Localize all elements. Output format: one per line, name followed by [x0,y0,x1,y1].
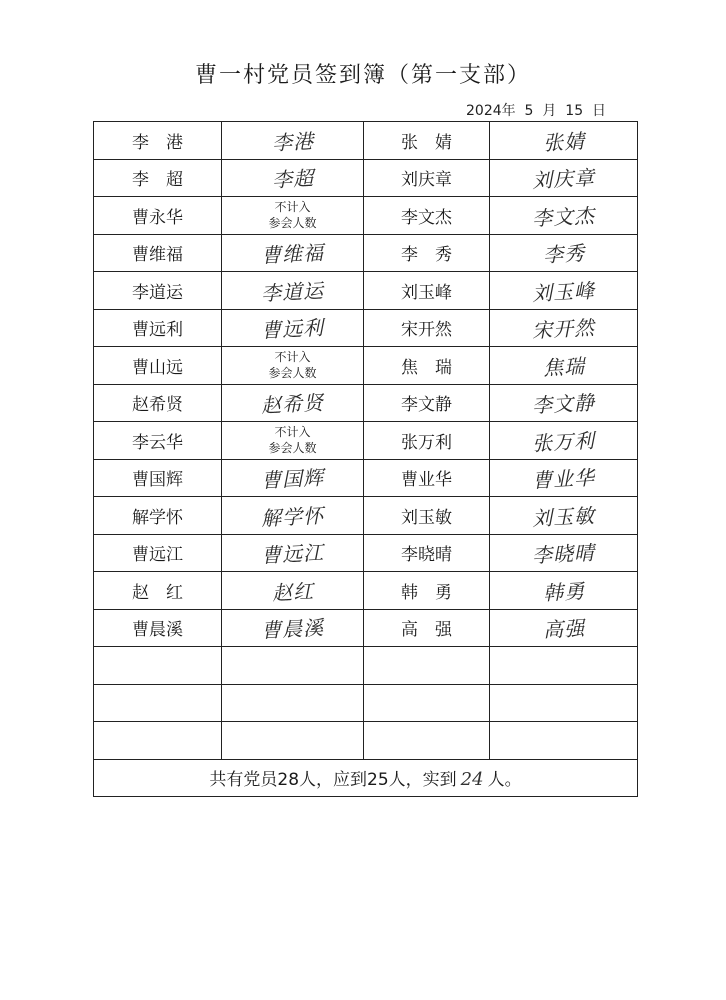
signature-right: 曹业华 [531,465,596,493]
signature-right-cell [490,309,638,347]
signature-right: 李文静 [531,390,596,418]
summary-suffix: 人。 [487,770,522,791]
member-name-right: 李 秀 [401,245,452,266]
signature-right: 刘玉峰 [531,278,596,306]
attendance-note-cell [222,422,364,460]
member-name-left-cell [94,347,222,385]
member-name-right: 张 婧 [401,132,452,153]
member-name-right-cell [364,497,490,535]
signature-right: 李晓晴 [531,540,596,568]
signature-right: 刘玉敏 [531,503,596,531]
signature-left: 赵红 [270,578,315,605]
signature-left: 曹国辉 [260,465,325,493]
summary-cell [94,759,638,797]
signature-right: 李文杰 [531,203,596,231]
signature-left-cell [222,534,364,572]
sign-date [466,100,606,120]
member-name-right: 韩 勇 [401,582,452,603]
signature-right-cell [490,272,638,310]
table-row [94,234,638,272]
member-name-right-cell [364,609,490,647]
member-name-right: 刘玉敏 [401,507,452,528]
signature-right-cell [490,647,638,685]
signature-right-cell [490,684,638,722]
member-name-right-cell [364,309,490,347]
signature-right-cell [490,384,638,422]
table-row [94,684,638,722]
date-month: 5 [524,103,534,119]
signature-left-cell [222,309,364,347]
summary-row [94,759,638,797]
member-name-right: 李晓晴 [401,545,452,566]
member-name-left-cell [94,647,222,685]
signature-right: 张婧 [541,128,586,155]
signature-right: 张万利 [531,428,596,456]
signature-right: 刘庆章 [531,165,596,193]
attendance-note: 不计入 参会人数 [268,425,317,456]
member-name-right: 李文静 [401,395,452,416]
signature-right-cell [490,422,638,460]
member-name-right: 高 强 [401,620,452,641]
signature-left: 曹远利 [260,315,325,343]
sign-in-table [93,121,638,797]
member-name-right-cell [364,684,490,722]
member-name-left-cell [94,534,222,572]
member-name-right: 曹业华 [401,470,452,491]
attendance-note: 不计入 参会人数 [268,200,317,231]
signature-left-cell [222,122,364,160]
member-name-right-cell [364,159,490,197]
summary-prefix: 共有党员28人，应到25人，实到 [209,770,457,791]
signature-left-cell [222,234,364,272]
signature-left: 李道运 [260,278,325,306]
table-row [94,422,638,460]
signature-left: 李超 [270,166,315,193]
member-name-right: 焦 瑞 [401,357,452,378]
signature-left: 曹维福 [260,240,325,268]
signature-left: 曹远江 [260,540,325,568]
signature-left-cell [222,159,364,197]
table-row [94,272,638,310]
member-name-left: 李 港 [132,132,183,153]
signature-left-cell [222,572,364,610]
signature-left: 曹晨溪 [260,615,325,643]
member-name-left-cell [94,309,222,347]
member-name-right-cell [364,234,490,272]
date-year: 2024 [466,103,502,119]
signature-left: 赵希贤 [260,390,325,418]
member-name-left: 李云华 [132,432,183,453]
member-name-left: 赵 红 [132,582,183,603]
member-name-left-cell [94,234,222,272]
signature-right-cell [490,459,638,497]
date-day-unit: 日 [592,103,607,119]
signature-right-cell [490,122,638,160]
member-name-left: 曹远利 [132,320,183,341]
table-row [94,159,638,197]
member-name-right: 张万利 [401,432,452,453]
table-row [94,609,638,647]
member-name-left-cell [94,272,222,310]
signature-left-cell [222,684,364,722]
signature-right-cell [490,722,638,760]
signature-left: 李港 [270,128,315,155]
signature-right-cell [490,159,638,197]
member-name-right-cell [364,422,490,460]
signature-left: 解学怀 [260,503,325,531]
table-row [94,459,638,497]
signature-right: 焦瑞 [541,353,586,380]
signature-left-cell [222,722,364,760]
member-name-left: 李 超 [132,170,183,191]
member-name-left: 曹维福 [132,245,183,266]
table-row [94,309,638,347]
member-name-left: 李道运 [132,282,183,303]
member-name-left-cell [94,572,222,610]
date-month-unit: 月 [542,103,557,119]
signature-left-cell [222,609,364,647]
signature-right: 高强 [541,616,586,643]
table-row [94,722,638,760]
member-name-left-cell [94,684,222,722]
signature-left-cell [222,459,364,497]
member-name-right: 刘庆章 [401,170,452,191]
signature-right-cell [490,197,638,235]
member-name-left: 曹山远 [132,357,183,378]
member-name-left: 曹永华 [132,207,183,228]
member-name-left-cell [94,422,222,460]
attendance-note-cell [222,197,364,235]
attendance-note: 不计入 参会人数 [268,350,317,381]
signature-right-cell [490,534,638,572]
member-name-left-cell [94,609,222,647]
table-row [94,572,638,610]
member-name-right-cell [364,572,490,610]
table-row [94,534,638,572]
member-name-right-cell [364,647,490,685]
signature-right: 宋开然 [531,315,596,343]
member-name-left-cell [94,384,222,422]
signature-right-cell [490,572,638,610]
member-name-left-cell [94,159,222,197]
table-row [94,384,638,422]
signature-left-cell [222,497,364,535]
member-name-right-cell [364,534,490,572]
attendance-note-cell [222,347,364,385]
signature-left-cell [222,384,364,422]
signature-right: 李秀 [541,241,586,268]
member-name-right: 刘玉峰 [401,282,452,303]
member-name-right-cell [364,347,490,385]
member-name-right: 宋开然 [401,320,452,341]
date-year-unit: 年 [501,103,516,119]
member-name-left: 曹远江 [132,545,183,566]
signature-right-cell [490,347,638,385]
signature-right-cell [490,234,638,272]
date-day: 15 [565,103,584,119]
member-name-right-cell [364,197,490,235]
member-name-right-cell [364,122,490,160]
signature-right: 韩勇 [541,578,586,605]
member-name-left: 曹国辉 [132,470,183,491]
signature-left-cell [222,647,364,685]
member-name-left-cell [94,497,222,535]
member-name-left: 解学怀 [132,507,183,528]
member-name-right: 李文杰 [401,207,452,228]
table-row [94,647,638,685]
table-row [94,122,638,160]
member-name-left: 曹晨溪 [132,620,183,641]
member-name-left: 赵希贤 [132,395,183,416]
member-name-left-cell [94,722,222,760]
member-name-right-cell [364,459,490,497]
signature-right-cell [490,497,638,535]
table-row [94,347,638,385]
member-name-right-cell [364,384,490,422]
member-name-left-cell [94,122,222,160]
table-row [94,197,638,235]
table-row [94,497,638,535]
actual-count-handwritten: 24 [460,769,484,791]
member-name-left-cell [94,197,222,235]
page-title: 曹一村党员签到簿（第一支部） [194,63,531,88]
member-name-right-cell [364,722,490,760]
member-name-right-cell [364,272,490,310]
member-name-left-cell [94,459,222,497]
signature-right-cell [490,609,638,647]
signature-left-cell [222,272,364,310]
